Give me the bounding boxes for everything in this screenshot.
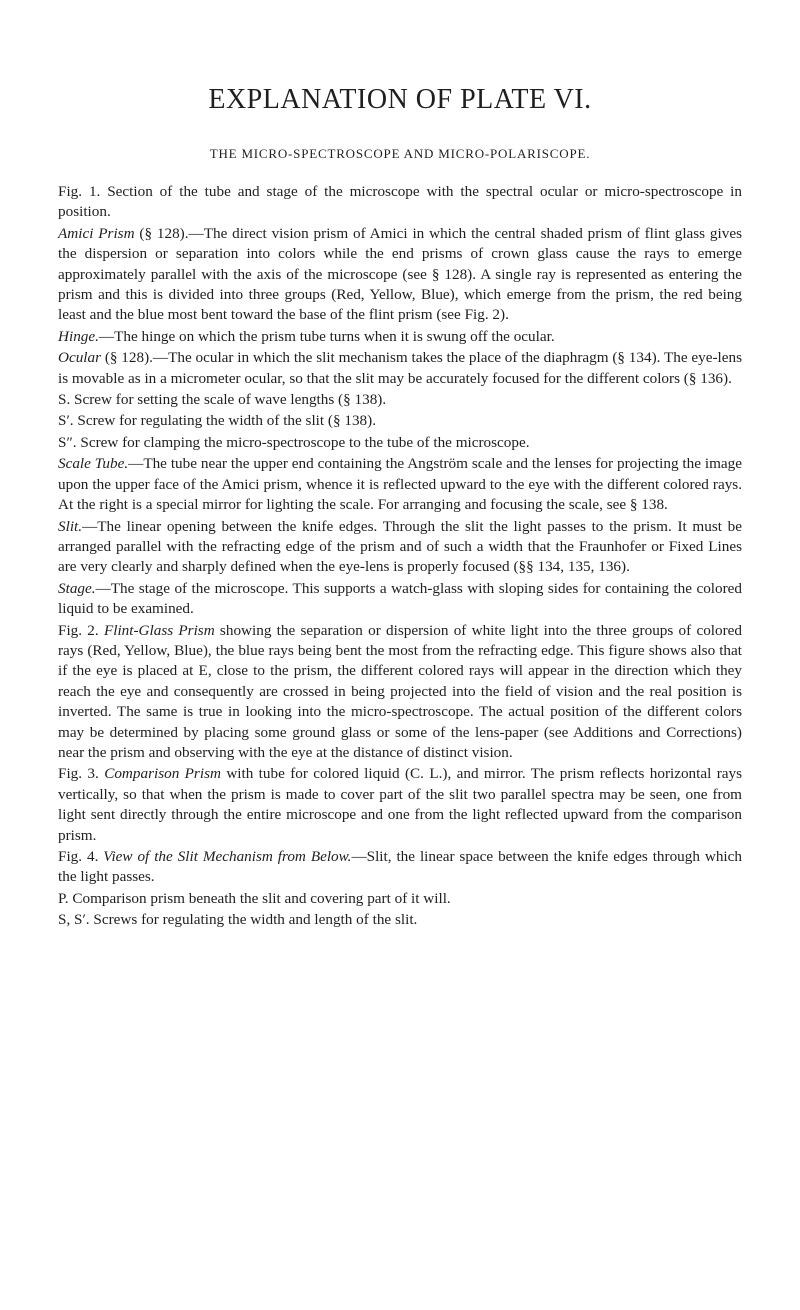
entry (58, 454, 742, 515)
entry (58, 910, 742, 930)
entry (58, 579, 742, 620)
entry-label: Scale Tube. (58, 455, 129, 473)
entry-label: Amici Prism (58, 224, 135, 242)
entry-label: S″. (58, 433, 77, 451)
entry (58, 224, 742, 326)
entry-text: Screws for regulating the width and length of the slit. (89, 911, 418, 929)
entry-label: Fig. 1. (58, 183, 101, 200)
entry-list (58, 182, 742, 931)
entry-text: Screw for setting the scale of wave lengths (§ 138). (70, 391, 387, 409)
entry (58, 433, 742, 453)
entry (58, 847, 742, 888)
entry-label: Fig. 2. (58, 621, 99, 639)
entry-text: —The linear opening between the knife edges. Through the slit the light passes to the prism. It must be arranged parallel with the refracting edge of the prism and of such a width that the Fraunhofer or Fixed Lines are very clearly and sharply defined when the eye-lens is properly focused (§§ 134, 135, 136). (58, 517, 742, 576)
entry-label: Hinge. (58, 327, 99, 345)
entry-label: Slit. (58, 517, 83, 535)
entry-text: Screw for clamping the micro-spectroscope to the tube of the microscope. (76, 433, 530, 451)
entry-label-italic: View of the Slit Mechanism from Below. (103, 848, 352, 865)
entry-label: S, S′. (58, 911, 90, 929)
entry-text: Comparison prism beneath the slit and covering part of it will. (68, 889, 451, 907)
entry-text: —The hinge on which the prism tube turns when it is swung off the ocular. (98, 327, 555, 345)
entry-label: S′. (58, 412, 74, 430)
entry-text: —The stage of the microscope. This supports a watch-glass with sloping sides for containing the colored liquid to be examined. (58, 579, 742, 618)
entry (58, 411, 742, 431)
entry-label: Fig. 4. (58, 848, 99, 865)
entry-text: with tube for colored liquid (C. L.), and mirror. The prism reflects horizontal rays vertically, so that when the prism is made to cover part of the slit two parallel spectra may be seen, one from light sent directly through the entire microscope and one from the light reflected upward from the comparison prism. (58, 765, 742, 844)
entry-label: Ocular (58, 349, 102, 367)
entry (58, 517, 742, 578)
entry-text: (§ 128).—The direct vision prism of Amici in which the central shaded prism of flint glass gives the dispersion or separation into colors while the end prisms of crown glass cause the rays to emerge approximately parallel with the axis of the microscope (see § 128). A single ray is represented as entering the prism and this is divided into three groups (Red, Yellow, Blue), which emerge from the prism, the red being least and the blue most bent toward the base of the flint prism (see Fig. 2). (58, 224, 742, 324)
entry-label-italic: Flint-Glass Prism (103, 621, 215, 639)
entry (58, 182, 742, 223)
entry-text: —Slit, the linear space between the knife edges through which the light passes. (58, 848, 742, 886)
entry-text: Screw for regulating the width of the slit (§ 138). (73, 412, 376, 430)
entry-text: showing the separation or dispersion of white light into the three groups of colored rays (Red, Yellow, Blue), the blue rays being bent the most from the refracting edge. This figure shows also that if the eye is placed at E, close to the prism, the different colored rays will appear in the direction which they reach the eye and consequently are crossed in being projected into the field of vision and the real position is inverted. The same is true in looking into the micro-spectroscope. The actual position of the different colors may be determined by placing some ground glass or some of the lens-paper (see Additions and Corrections) near the prism and observing with the eye at the distance of distinct vision. (58, 621, 742, 761)
entry-label: P. (58, 889, 69, 907)
entry (58, 390, 742, 410)
entry (58, 621, 742, 764)
entry (58, 889, 742, 909)
section-subtitle: THE MICRO-SPECTROSCOPE AND MICRO-POLARISCOPE. (209, 146, 591, 161)
entry (58, 327, 742, 347)
entry (58, 764, 742, 846)
entry-label: Stage. (58, 579, 96, 597)
entry-label-italic: Comparison Prism (104, 765, 221, 783)
entry-label: Fig. 3. (58, 765, 99, 783)
entry-text: —The tube near the upper end containing the Angström scale and the lenses for projecting the image upon the upper face of the Amici prism, whence it is reflected upward to the eye with the different colored rays. At the right is a special mirror for lighting the scale. For arranging and focusing the scale, see § 138. (58, 455, 742, 514)
entry-text: (§ 128).—The ocular in which the slit mechanism takes the place of the diaphragm (§ 134). The eye-lens is movable as in a micrometer ocular, so that the slit may be accurately focused for the different colors (§ 136). (58, 349, 742, 387)
entry-label: S. (58, 391, 71, 409)
page-title: EXPLANATION OF PLATE VI. (208, 84, 592, 115)
entry (58, 348, 742, 389)
entry-text: Section of the tube and stage of the microscope with the spectral ocular or micro-spectroscope in position. (58, 183, 742, 221)
